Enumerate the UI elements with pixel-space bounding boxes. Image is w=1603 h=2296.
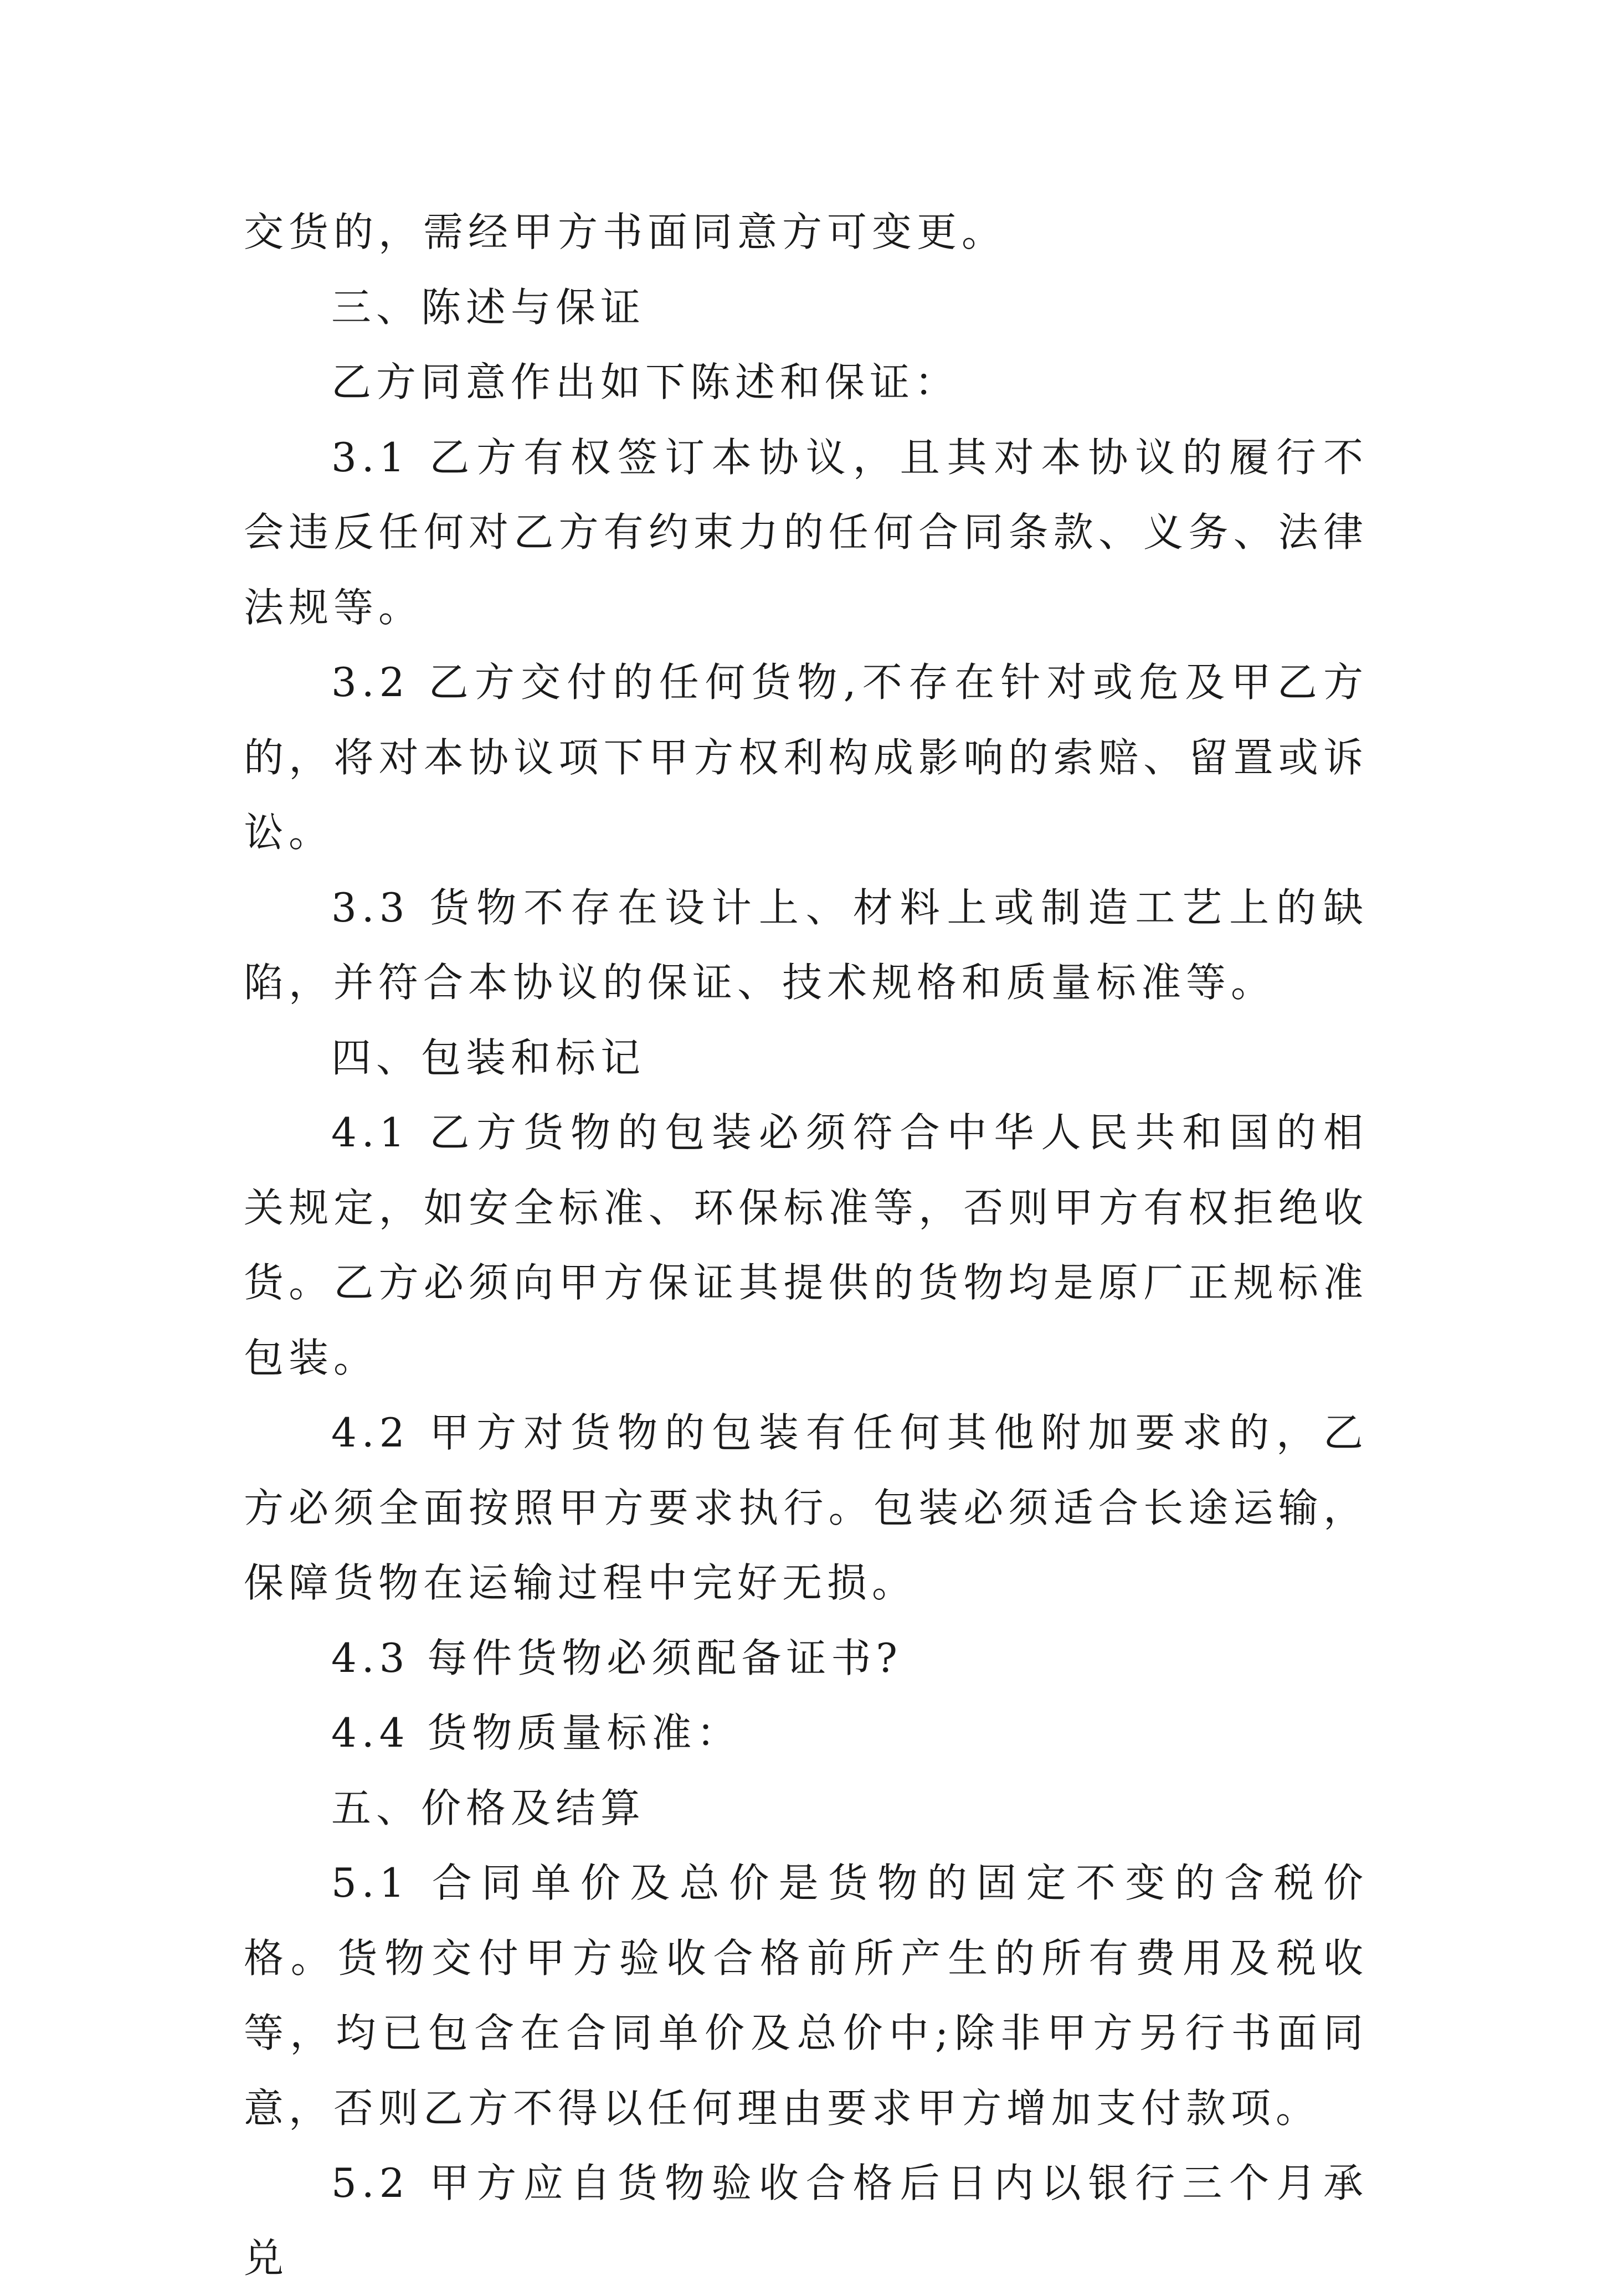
clause-3-2: 3.2 乙方交付的任何货物,不存在针对或危及甲乙方的，将对本协议项下甲方权利构成影响的索赔、留置或诉讼。 [244,659,1368,856]
paragraph-continuation: 交货的，需经甲方书面同意方可变更。 [244,209,1007,255]
clause-4-1: 4.1 乙方货物的包装必须符合中华人民共和国的相关规定，如安全标准、环保标准等，否则甲方有权拒绝收货。乙方必须向甲方保证其提供的货物均是原厂正规标准包装。 [244,1109,1368,1381]
clause-4-3: 4.3 每件货物必须配备证书? [331,1634,902,1681]
section-heading-4: 四、包装和标记 [331,1034,646,1081]
section-heading-3: 三、陈述与保证 [331,284,646,331]
clause-3-3: 3.3 货物不存在设计上、材料上或制造工艺上的缺陷，并符合本协议的保证、技术规格和质量标准等。 [244,884,1368,1006]
paragraph-intro-3: 乙方同意作出如下陈述和保证： [331,359,960,405]
section-heading-5: 五、价格及结算 [331,1784,646,1831]
clause-4-2: 4.2 甲方对货物的包装有任何其他附加要求的，乙方必须全面按照甲方要求执行。包装必须适合长途运输，保障货物在运输过程中完好无损。 [244,1409,1368,1606]
document-body [244,195,1368,2296]
clause-3-1: 3.1 乙方有权签订本协议，且其对本协议的履行不会违反任何对乙方有约束力的任何合同条款、义务、法律法规等。 [244,434,1368,631]
clause-5-1: 5.1 合同单价及总价是货物的固定不变的含税价格。货物交付甲方验收合格前所产生的所有费用及税收等，均已包含在合同单价及总价中;除非甲方另行书面同意，否则乙方不得以任何理由要求甲方增加支付款项。 [244,1860,1368,2132]
clause-4-4: 4.4 货物质量标准： [331,1710,742,1756]
clause-5-2: 5.2 甲方应自货物验收合格后日内以银行三个月承兑 [244,2160,1368,2282]
